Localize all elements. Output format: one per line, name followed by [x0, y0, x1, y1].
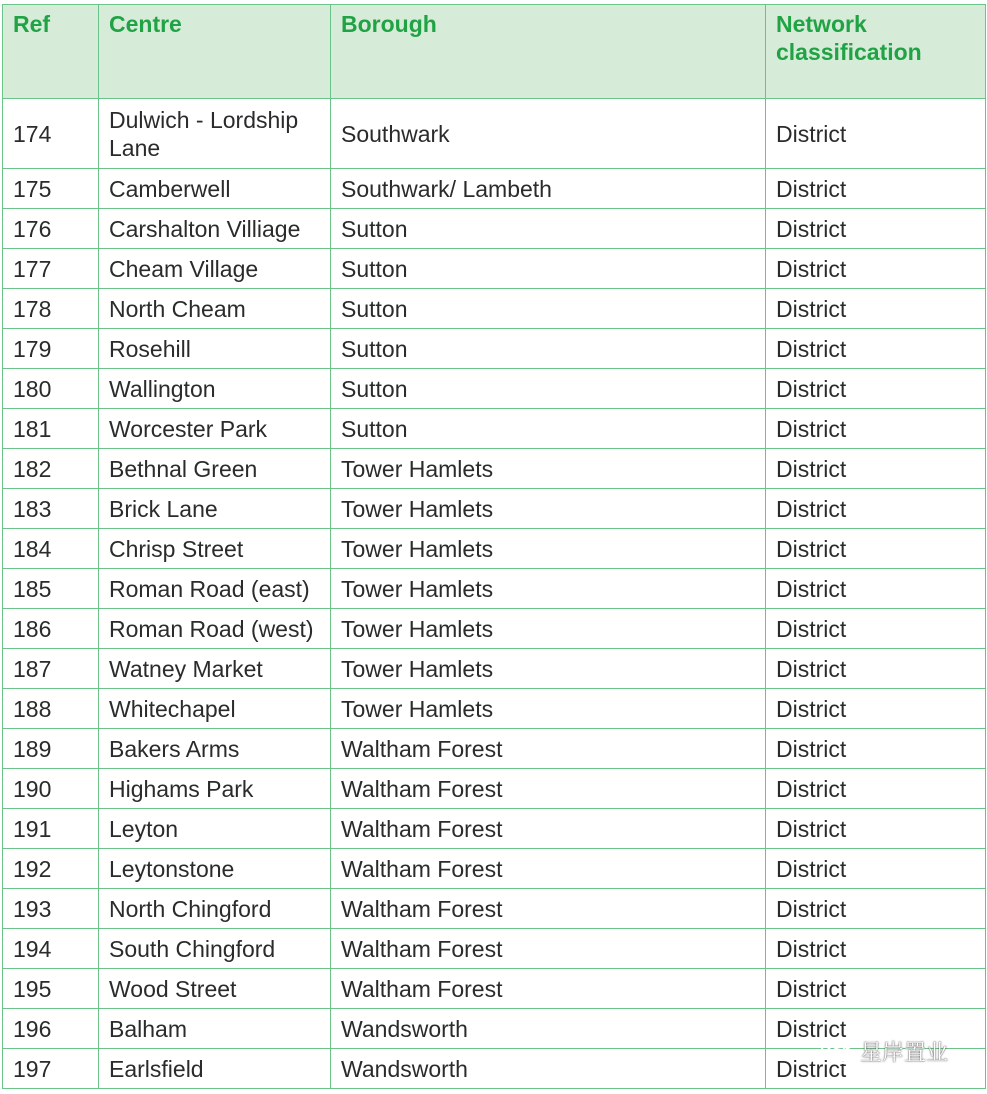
cell-network-classification: District [766, 99, 986, 169]
cell-ref: 186 [3, 609, 99, 649]
cell-centre: Balham [99, 1009, 331, 1049]
cell-ref: 177 [3, 249, 99, 289]
cell-centre: Roman Road (east) [99, 569, 331, 609]
table-row [3, 529, 986, 569]
cell-borough: Sutton [331, 209, 766, 249]
table-header-row [3, 5, 986, 99]
table-row [3, 569, 986, 609]
cell-ref: 188 [3, 689, 99, 729]
cell-ref: 193 [3, 889, 99, 929]
table-row [3, 369, 986, 409]
cell-centre: South Chingford [99, 929, 331, 969]
cell-ref: 180 [3, 369, 99, 409]
cell-borough: Sutton [331, 249, 766, 289]
cell-centre: Highams Park [99, 769, 331, 809]
cell-centre: Camberwell [99, 169, 331, 209]
cell-centre: Carshalton Villiage [99, 209, 331, 249]
cell-ref: 197 [3, 1049, 99, 1089]
cell-centre: Bakers Arms [99, 729, 331, 769]
cell-network-classification: District [766, 329, 986, 369]
cell-ref: 182 [3, 449, 99, 489]
cell-ref: 189 [3, 729, 99, 769]
cell-network-classification: District [766, 649, 986, 689]
table-row [3, 329, 986, 369]
table-row [3, 489, 986, 529]
cell-borough: Waltham Forest [331, 809, 766, 849]
cell-centre: Brick Lane [99, 489, 331, 529]
table-row [3, 209, 986, 249]
cell-borough: Tower Hamlets [331, 609, 766, 649]
cell-network-classification: District [766, 529, 986, 569]
cell-ref: 184 [3, 529, 99, 569]
cell-borough: Tower Hamlets [331, 529, 766, 569]
table-body [3, 99, 986, 1089]
cell-borough: Wandsworth [331, 1049, 766, 1089]
cell-network-classification: District [766, 889, 986, 929]
cell-network-classification: District [766, 1049, 986, 1089]
cell-ref: 192 [3, 849, 99, 889]
cell-borough: Wandsworth [331, 1009, 766, 1049]
cell-centre: Leyton [99, 809, 331, 849]
watermark-text: 星岸置业 [860, 1040, 949, 1065]
table-row [3, 449, 986, 489]
cell-borough: Sutton [331, 289, 766, 329]
table-row [3, 249, 986, 289]
table-row [3, 1009, 986, 1049]
cell-centre: Bethnal Green [99, 449, 331, 489]
cell-borough: Waltham Forest [331, 769, 766, 809]
cell-borough: Tower Hamlets [331, 449, 766, 489]
cell-centre: Worcester Park [99, 409, 331, 449]
cell-centre: Wallington [99, 369, 331, 409]
cell-network-classification: District [766, 369, 986, 409]
cell-borough: Southwark/ Lambeth [331, 169, 766, 209]
cell-network-classification: District [766, 609, 986, 649]
cell-network-classification: District [766, 169, 986, 209]
cell-network-classification: District [766, 449, 986, 489]
table-row [3, 929, 986, 969]
cell-ref: 178 [3, 289, 99, 329]
cell-network-classification: District [766, 849, 986, 889]
cell-network-classification: District [766, 1009, 986, 1049]
header-centre: Centre [99, 5, 331, 99]
cell-ref: 190 [3, 769, 99, 809]
cell-centre: Whitechapel [99, 689, 331, 729]
cell-ref: 179 [3, 329, 99, 369]
cell-network-classification: District [766, 809, 986, 849]
cell-network-classification: District [766, 569, 986, 609]
cell-network-classification: District [766, 929, 986, 969]
cell-borough: Waltham Forest [331, 929, 766, 969]
cell-centre: Leytonstone [99, 849, 331, 889]
table-row [3, 649, 986, 689]
table-row [3, 769, 986, 809]
cell-borough: Sutton [331, 409, 766, 449]
cell-centre: Wood Street [99, 969, 331, 1009]
cell-ref: 187 [3, 649, 99, 689]
table-row [3, 289, 986, 329]
cell-ref: 174 [3, 99, 99, 169]
table-row [3, 1049, 986, 1089]
cell-network-classification: District [766, 409, 986, 449]
cell-borough: Southwark [331, 99, 766, 169]
cell-borough: Tower Hamlets [331, 689, 766, 729]
table-row [3, 889, 986, 929]
table-row [3, 99, 986, 169]
cell-network-classification: District [766, 769, 986, 809]
cell-borough: Tower Hamlets [331, 489, 766, 529]
cell-borough: Waltham Forest [331, 889, 766, 929]
cell-network-classification: District [766, 969, 986, 1009]
cell-network-classification: District [766, 489, 986, 529]
cell-ref: 194 [3, 929, 99, 969]
cell-borough: Tower Hamlets [331, 569, 766, 609]
centres-table [2, 4, 986, 1089]
cell-network-classification: District [766, 209, 986, 249]
cell-network-classification: District [766, 289, 986, 329]
cell-ref: 185 [3, 569, 99, 609]
cell-ref: 176 [3, 209, 99, 249]
cell-centre: Roman Road (west) [99, 609, 331, 649]
cell-ref: 181 [3, 409, 99, 449]
table-row [3, 849, 986, 889]
cell-centre: Cheam Village [99, 249, 331, 289]
cell-network-classification: District [766, 729, 986, 769]
cell-centre: Dulwich - Lordship Lane [99, 99, 331, 169]
table-row [3, 689, 986, 729]
cell-centre: Earlsfield [99, 1049, 331, 1089]
header-borough: Borough [331, 5, 766, 99]
cell-ref: 195 [3, 969, 99, 1009]
cell-borough: Waltham Forest [331, 849, 766, 889]
cell-borough: Sutton [331, 369, 766, 409]
cell-network-classification: District [766, 249, 986, 289]
table-row [3, 409, 986, 449]
table-row [3, 809, 986, 849]
cell-centre: Rosehill [99, 329, 331, 369]
table-row [3, 609, 986, 649]
cell-borough: Sutton [331, 329, 766, 369]
cell-ref: 175 [3, 169, 99, 209]
header-network-classification: Network classification [766, 5, 986, 99]
cell-borough: Tower Hamlets [331, 649, 766, 689]
table-row [3, 169, 986, 209]
cell-ref: 183 [3, 489, 99, 529]
table-row [3, 729, 986, 769]
cell-borough: Waltham Forest [331, 729, 766, 769]
table-row [3, 969, 986, 1009]
cell-ref: 191 [3, 809, 99, 849]
cell-ref: 196 [3, 1009, 99, 1049]
cell-centre: North Chingford [99, 889, 331, 929]
cell-centre: Watney Market [99, 649, 331, 689]
cell-borough: Waltham Forest [331, 969, 766, 1009]
cell-network-classification: District [766, 689, 986, 729]
cell-centre: North Cheam [99, 289, 331, 329]
header-ref: Ref [3, 5, 99, 99]
cell-centre: Chrisp Street [99, 529, 331, 569]
